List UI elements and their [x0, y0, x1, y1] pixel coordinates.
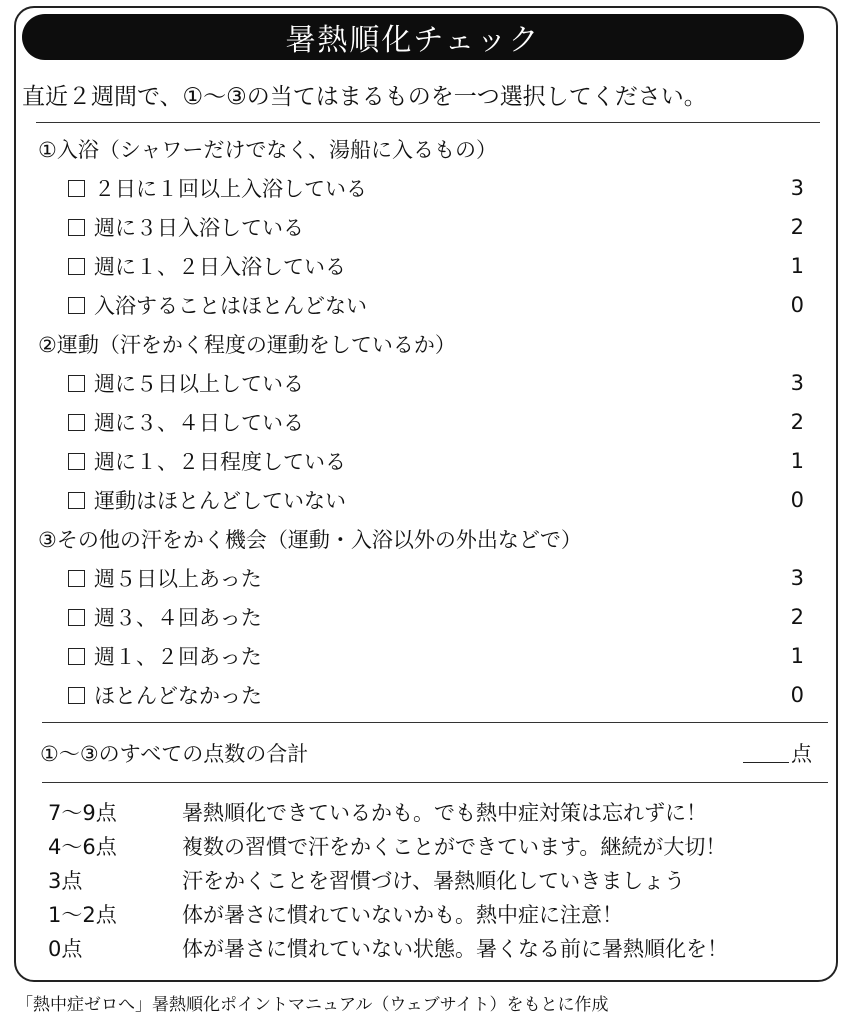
option-score: 2 — [790, 215, 804, 239]
result-row — [48, 864, 818, 896]
result-row — [48, 898, 818, 930]
option-score: 2 — [790, 605, 804, 629]
option-score: 1 — [790, 254, 804, 278]
checkbox[interactable] — [68, 687, 85, 704]
option-exercise-3[interactable] — [68, 446, 804, 476]
option-score: 1 — [790, 644, 804, 668]
result-range: 3点 — [48, 869, 83, 893]
option-score: 1 — [790, 449, 804, 473]
option-label: 週３、４回あった — [94, 606, 262, 630]
option-label: 週に５日以上している — [94, 372, 304, 396]
checkbox[interactable] — [68, 297, 85, 314]
checkbox[interactable] — [68, 414, 85, 431]
checkbox[interactable] — [68, 453, 85, 470]
option-score: 0 — [790, 293, 804, 317]
option-score: 3 — [790, 371, 804, 395]
option-label: 週に３日入浴している — [94, 216, 304, 240]
instruction-text: 直近２週間で、①〜③の当てはまるものを一つ選択してください。 — [22, 84, 707, 110]
option-other-4[interactable] — [68, 680, 804, 710]
checklist-title: 暑熱順化チェック — [22, 14, 804, 60]
result-text: 汗をかくことを習慣づけ、暑熱順化していきましょう — [182, 869, 686, 893]
result-row — [48, 830, 818, 862]
result-text: 体が暑さに慣れていない状態。暑くなる前に暑熱順化を！ — [182, 937, 728, 961]
option-exercise-1[interactable] — [68, 368, 804, 398]
option-exercise-2[interactable] — [68, 407, 804, 437]
option-other-2[interactable] — [68, 602, 804, 632]
result-range: 1〜2点 — [48, 903, 117, 927]
option-label: ほとんどなかった — [94, 684, 262, 708]
option-label: 週５日以上あった — [94, 567, 262, 591]
option-bath-3[interactable] — [68, 251, 804, 281]
option-label: 運動はほとんどしていない — [94, 489, 346, 513]
result-row — [48, 796, 818, 828]
checkbox[interactable] — [68, 492, 85, 509]
total-score-blank[interactable] — [743, 744, 789, 763]
option-label: 週１、２回あった — [94, 645, 262, 669]
option-other-1[interactable] — [68, 563, 804, 593]
option-label: 入浴することはほとんどない — [94, 294, 367, 318]
option-label: 週に３、４日している — [94, 411, 304, 435]
checkbox[interactable] — [68, 570, 85, 587]
divider-before-total — [42, 722, 828, 723]
total-row — [40, 736, 812, 770]
total-label: ①〜③のすべての点数の合計 — [40, 742, 309, 766]
option-score: 0 — [790, 683, 804, 707]
checkbox[interactable] — [68, 219, 85, 236]
checkbox[interactable] — [68, 609, 85, 626]
option-bath-4[interactable] — [68, 290, 804, 320]
question-bath: ①入浴（シャワーだけでなく、湯船に入るもの） — [38, 138, 497, 162]
result-text: 複数の習慣で汗をかくことができています。継続が大切！ — [182, 835, 727, 859]
divider-top — [36, 122, 820, 123]
option-bath-1[interactable] — [68, 173, 804, 203]
result-text: 暑熱順化できているかも。でも熱中症対策は忘れずに！ — [182, 801, 707, 825]
option-score: 0 — [790, 488, 804, 512]
question-exercise: ②運動（汗をかく程度の運動をしているか） — [38, 333, 456, 357]
option-score: 3 — [790, 566, 804, 590]
checkbox[interactable] — [68, 180, 85, 197]
checkbox[interactable] — [68, 258, 85, 275]
option-bath-2[interactable] — [68, 212, 804, 242]
source-note: 「熱中症ゼロへ」暑熱順化ポイントマニュアル（ウェブサイト）をもとに作成 — [16, 995, 609, 1015]
option-other-3[interactable] — [68, 641, 804, 671]
result-range: 0点 — [48, 937, 83, 961]
option-label: 週に１、２日程度している — [94, 450, 346, 474]
result-range: 7〜9点 — [48, 801, 117, 825]
option-label: ２日に１回以上入浴している — [94, 177, 367, 201]
option-score: 2 — [790, 410, 804, 434]
result-text: 体が暑さに慣れていないかも。熱中症に注意！ — [182, 903, 623, 927]
option-label: 週に１、２日入浴している — [94, 255, 346, 279]
result-row — [48, 932, 818, 964]
question-other: ③その他の汗をかく機会（運動・入浴以外の外出などで） — [38, 528, 582, 552]
option-score: 3 — [790, 176, 804, 200]
result-range: 4〜6点 — [48, 835, 117, 859]
total-unit: 点 — [791, 742, 812, 766]
checkbox[interactable] — [68, 375, 85, 392]
option-exercise-4[interactable] — [68, 485, 804, 515]
checkbox[interactable] — [68, 648, 85, 665]
divider-before-results — [42, 782, 828, 783]
